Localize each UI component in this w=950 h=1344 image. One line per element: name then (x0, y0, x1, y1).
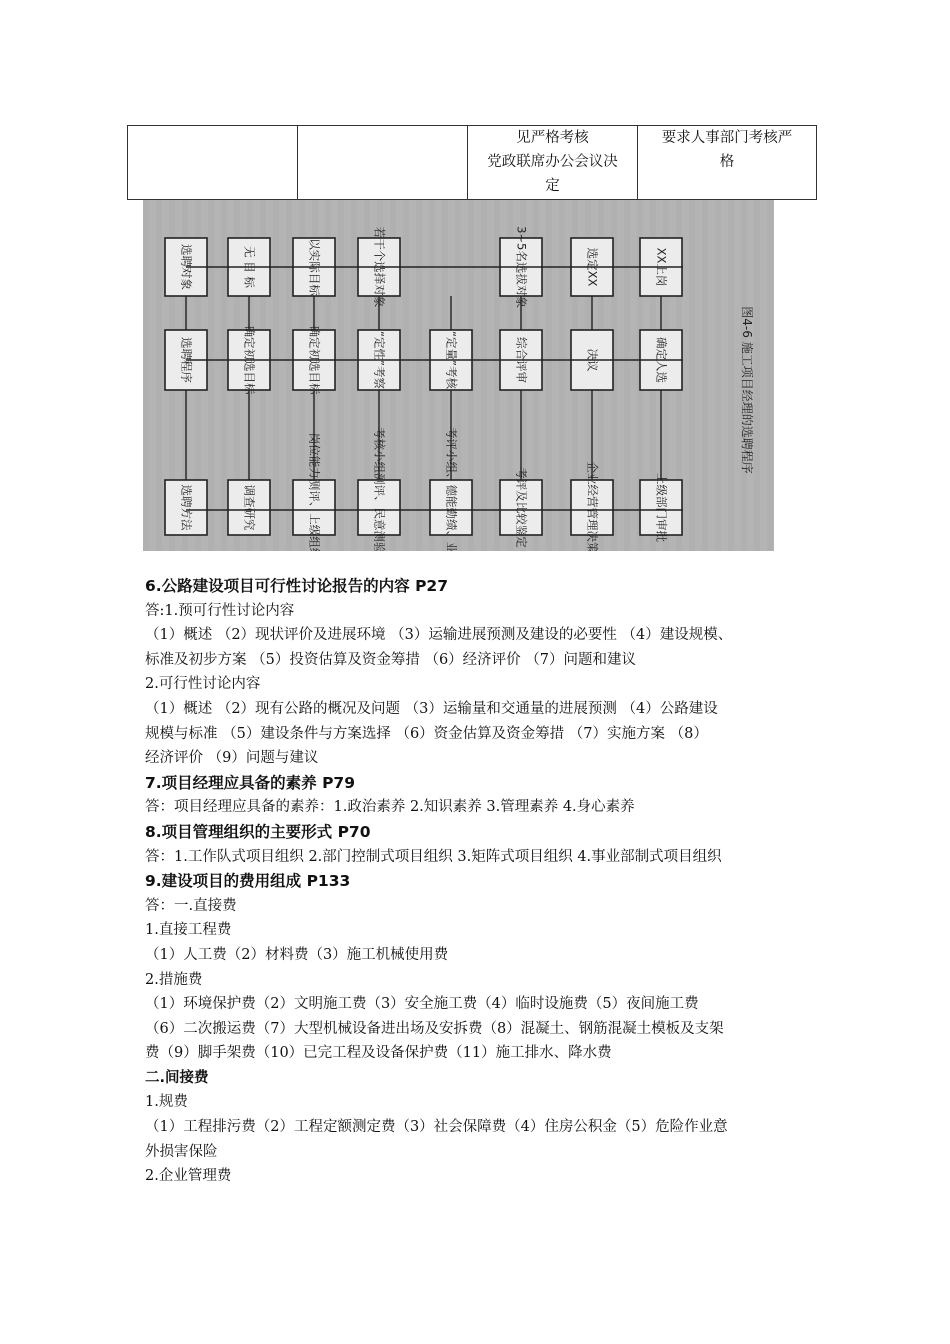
scan-stripe (403, 200, 409, 551)
table-fragment (127, 125, 817, 200)
flow-box-text: 选聘方法 (179, 484, 194, 531)
text-line: 答:1.预可行性讨论内容 (145, 602, 295, 619)
text-line: 2.可行性讨论内容 (145, 676, 261, 693)
scan-stripe (702, 200, 708, 551)
text-line: （1）概述 （2）现状评价及进展环境 （3）运输进展预测及建设的必要性 （4）建设规模、 (145, 627, 733, 644)
flow-box-text: “定量”考核 (444, 331, 459, 389)
flow-box-text: 考评及比较鉴定 (514, 467, 529, 548)
flow-box-text: XX上岗 (654, 247, 669, 287)
text-line: 1.直接工程费 (145, 922, 232, 939)
text-line: 经济评价 （9）问题与建议 (145, 750, 319, 767)
text-line: 二.间接费 (145, 1069, 209, 1086)
table-cell-4: 要求人事部门考核严 格 (638, 126, 817, 200)
text-line: 答：一.直接费 (145, 897, 237, 914)
text-line: （1）工程排污费（2）工程定额测定费（3）社会保障费（4）住房公积金（5）危险作业意 (145, 1119, 728, 1136)
flowchart-photo (143, 200, 774, 551)
scan-stripe (208, 200, 214, 551)
flow-box-text: 调查研究 (242, 484, 257, 531)
text-line: 答：项目经理应具备的素养：1.政治素养 2.知识素养 3.管理素养 4.身心素养 (145, 799, 635, 816)
figure-caption: 图4-6 施工项目经理的选聘程序 (740, 306, 754, 474)
text-line: 答：1.工作队式项目组织 2.部门控制式项目组织 3.矩阵式项目组织 4.事业部制式项目组织 (145, 848, 722, 865)
scan-stripe (221, 200, 227, 551)
scan-stripe (143, 200, 149, 551)
text-line: （1）人工费（2）材料费（3）施工机械使用费 (145, 946, 449, 963)
text-line: 外损害保险 (145, 1143, 218, 1160)
text-line: 费（9）脚手架费（10）已完工程及设备保护费（11）施工排水、降水费 (145, 1045, 612, 1062)
scan-stripe (715, 200, 721, 551)
scan-stripe (416, 200, 422, 551)
table-cell-2 (298, 126, 468, 200)
scan-stripe (494, 200, 500, 551)
flow-box-text: 确定初选目标 (242, 325, 257, 395)
scan-stripe (156, 200, 162, 551)
text-line: （1）环境保护费（2）文明施工费（3）安全施工费（4）临时设施费（5）夜间施工费 (145, 996, 699, 1013)
text-line: （6）二次搬运费（7）大型机械设备进出场及安拆费（8）混凝土、钢筋混凝土模板及支架 (145, 1020, 724, 1037)
flow-box-text: 考核小组测评、民意测验、走访 (372, 427, 387, 551)
section-heading: 8.项目管理组织的主要形式 P70 (145, 822, 371, 841)
scan-stripe (728, 200, 734, 551)
text-line: 2.措施费 (145, 971, 203, 988)
scan-stripe (624, 200, 630, 551)
scan-stripe (559, 200, 565, 551)
flow-box-text: 岗位能力测评、上级组织评价 (307, 432, 322, 551)
flow-box-text: 确定初选目标 (307, 325, 322, 395)
flow-box-text: 确定人选 (654, 337, 669, 383)
scan-stripe (481, 200, 487, 551)
flow-box-text: 若干个选择对象 (372, 226, 387, 308)
document-body (145, 574, 825, 1189)
scan-stripe (689, 200, 695, 551)
flow-box-text: 以实际目标 (307, 238, 322, 296)
text-line: （1）概述 （2）现有公路的概况及问题 （3）运输量和交通量的进展预测 （4）公路建设 (145, 700, 718, 717)
flow-box-text: “定性”考察 (372, 331, 387, 389)
scan-stripe (767, 200, 773, 551)
flow-box-text: 企业经营管理决策 (585, 461, 600, 551)
flow-box-text: 选聘程序 (179, 337, 194, 383)
scan-stripe (273, 200, 279, 551)
flow-box-text: 3~5名选拔对象 (514, 226, 529, 308)
text-line: 规模与标准 （5）建设条件与方案选择 （6）资金估算及资金筹措 （7）实施方案 （8） (145, 725, 708, 742)
scan-stripe (546, 200, 552, 551)
table-cell-1 (128, 126, 298, 200)
flow-box-text: 上级部门审批 (654, 473, 669, 542)
flow-box-text: 无 目 标 (242, 246, 257, 288)
text-line: 1.规费 (145, 1094, 188, 1111)
selection-process-diagram (143, 200, 774, 551)
scan-stripe (338, 200, 344, 551)
flow-box-text: 综合评审 (514, 337, 529, 383)
flow-box-text: 决议 (585, 348, 600, 372)
flow-box-text: 选聘对象 (179, 244, 194, 290)
section-heading: 7.项目经理应具备的素养 P79 (145, 773, 356, 792)
scan-stripe (351, 200, 357, 551)
text-line: 2.企业管理费 (145, 1168, 232, 1185)
text-line: 标准及初步方案 （5）投资估算及资金筹措 （6）经济评价 （7）问题和建议 (145, 651, 637, 668)
flow-box-text: 选定XX (585, 247, 600, 287)
scan-stripe (286, 200, 292, 551)
section-heading: 9.建设项目的费用组成 P133 (145, 872, 351, 891)
table-cell-3: 见严格考核 党政联席办公会议决 定 (468, 126, 638, 200)
section-heading: 6.公路建设项目可行性讨论报告的内容 P27 (145, 577, 449, 595)
flow-box-text: 考评小组、德能勤绩、业绩考核 (444, 427, 459, 551)
